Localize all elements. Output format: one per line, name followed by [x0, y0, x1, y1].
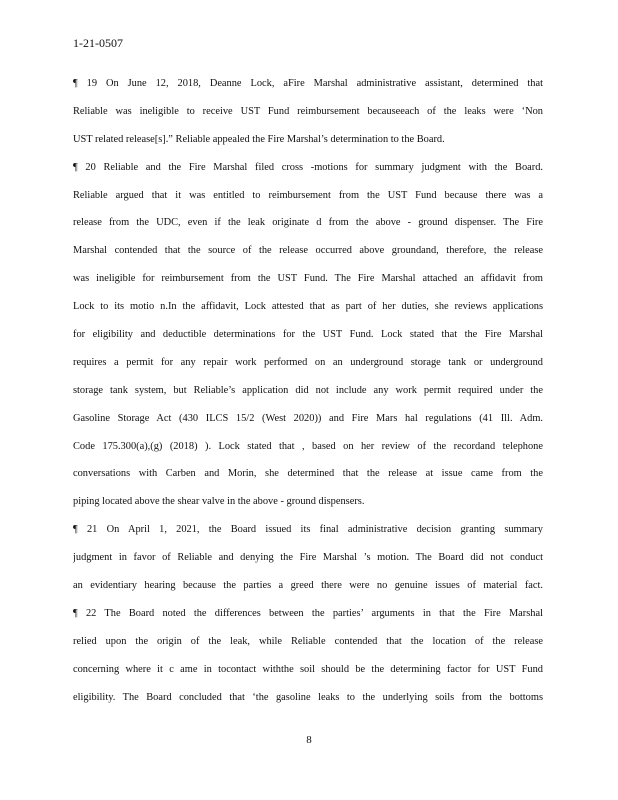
body-text	[73, 70, 543, 711]
text-line: an evidentiary hearing because the parties a greed there were no genuine issues of material fact.	[73, 580, 543, 592]
text-line: release from the UDC, even if the leak originate d from the above - ground dispenser. The Fire	[73, 217, 543, 229]
text-line: judgment in favor of Reliable and denying the Fire Marshal ’s motion. The Board did not conduct	[73, 552, 543, 564]
text-line: Reliable was ineligible to receive UST Fund reimbursement becauseeach of the leaks were ‘Non	[73, 105, 543, 117]
text-line: UST related release[s].” Reliable appealed the Fire Marshal’s determination to the Board.	[73, 133, 445, 145]
text-line: Marshal contended that the source of the release occurred above groundand, therefore, the release	[73, 245, 543, 257]
text-line: relied upon the origin of the leak, while Reliable contended that the location of the release	[73, 635, 543, 647]
text-line: Lock to its motio n.In the affidavit, Lock attested that as part of her duties, she reviews applications	[73, 301, 543, 313]
text-line: concerning where it c ame in tocontact withthe soil should be the determining factor for UST Fund	[73, 663, 543, 675]
text-line: Gasoline Storage Act (430 ILCS 15/2 (West 2020)) and Fire Mars hal regulations (41 Ill. Adm.	[73, 412, 543, 424]
text-line: piping located above the shear valve in the above - ground dispensers.	[73, 496, 365, 508]
text-line: requires a permit for any repair work performed on an underground storage tank or underground	[73, 356, 543, 368]
text-line: storage tank system, but Reliable’s application did not include any work permit required under the	[73, 384, 543, 396]
page-number: 8	[306, 734, 312, 746]
text-line: ¶ 20 Reliable and the Fire Marshal filed cross -motions for summary judgment with the Board.	[73, 161, 543, 173]
text-line: for eligibility and deductible determinations for the UST Fund. Lock stated that the Fire Marshal	[73, 329, 543, 341]
text-line: was ineligible for reimbursement from the UST Fund. The Fire Marshal attached an affidavit from	[73, 273, 543, 285]
text-line: Code 175.300(a),(g) (2018) ). Lock stated that , based on her review of the recordand telephone	[73, 440, 543, 452]
text-line: ¶ 22 The Board noted the differences between the parties’ arguments in that the Fire Marshal	[73, 607, 543, 619]
text-line: Reliable argued that it was entitled to reimbursement from the UST Fund because there was a	[73, 189, 543, 201]
text-line: ¶ 21 On April 1, 2021, the Board issued its final administrative decision granting summary	[73, 524, 543, 536]
text-line: eligibility. The Board concluded that ‘the gasoline leaks to the underlying soils from the bottoms	[73, 691, 543, 703]
text-line: ¶ 19 On June 12, 2018, Deanne Lock, aFire Marshal administrative assistant, determined that	[73, 78, 543, 89]
case-number: 1-21-0507	[73, 36, 123, 50]
text-line: conversations with Carben and Morin, she determined that the release at issue came from the	[73, 468, 543, 480]
